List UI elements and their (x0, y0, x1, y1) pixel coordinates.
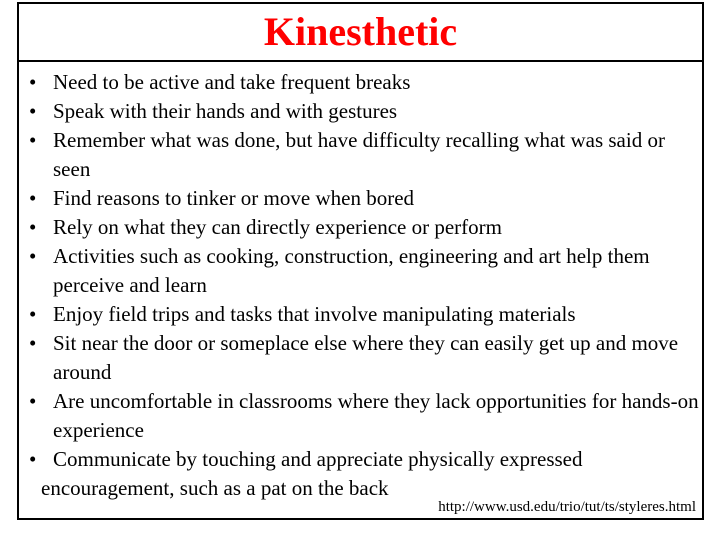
list-item-text: Remember what was done, but have difficulty recalling what was said or seen (53, 128, 665, 181)
bullet-icon: • (29, 99, 37, 123)
slide-title: Kinesthetic (263, 9, 458, 54)
bullet-icon: • (29, 389, 37, 413)
bullet-list (25, 68, 701, 503)
source-url: http://www.usd.edu/trio/tut/ts/styleres.html (438, 499, 696, 515)
bullet-icon: • (29, 244, 37, 268)
bullet-icon: • (29, 447, 37, 471)
title-bar (19, 4, 702, 62)
list-item-text: Need to be active and take frequent breaks (53, 70, 411, 94)
list-item (25, 300, 701, 329)
list-item-text: Communicate by touching and appreciate physically expressed (53, 447, 583, 471)
bullet-icon: • (29, 70, 37, 94)
list-item-text: Rely on what they can directly experience or perform (53, 215, 502, 239)
list-item-text: Find reasons to tinker or move when bored (53, 186, 415, 210)
bullet-icon: • (29, 331, 37, 355)
list-item (25, 97, 701, 126)
list-item (25, 126, 701, 184)
list-item (25, 213, 701, 242)
bullet-icon: • (29, 215, 37, 239)
list-item-text: Are uncomfortable in classrooms where they lack opportunities for hands-on experience (53, 389, 699, 442)
list-item (25, 68, 701, 97)
list-item (25, 242, 701, 300)
slide-frame (17, 2, 704, 520)
list-item-text: Sit near the door or someplace else where they can easily get up and move around (53, 331, 679, 384)
list-item (25, 329, 701, 387)
bullet-icon: • (29, 302, 37, 326)
list-item-text-continued: encouragement, such as a pat on the back (41, 476, 389, 500)
list-item-text: Speak with their hands and with gestures (53, 99, 398, 123)
list-item (25, 387, 701, 445)
list-item (25, 184, 701, 213)
list-item-text: Enjoy field trips and tasks that involve manipulating materials (53, 302, 576, 326)
list-item-text: Activities such as cooking, construction, engineering and art help them perceive and learn (53, 244, 650, 297)
bullet-icon: • (29, 186, 37, 210)
list-item (25, 445, 701, 503)
bullet-icon: • (29, 128, 37, 152)
